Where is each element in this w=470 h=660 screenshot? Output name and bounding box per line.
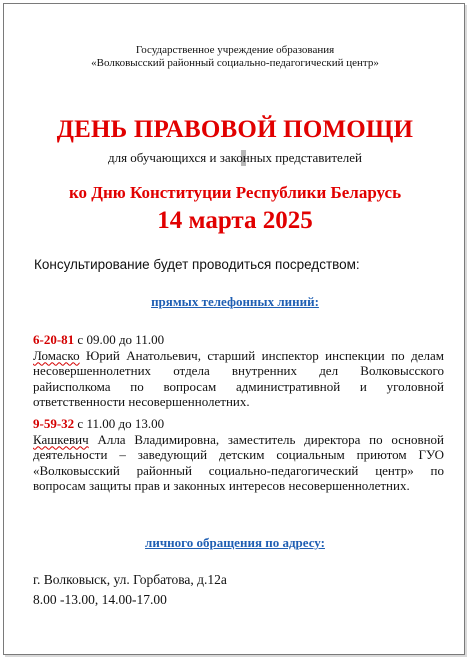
constitution-day-heading: ко Дню Конституции Республики Беларусь bbox=[68, 183, 402, 202]
contact-surname-1: Ломаско bbox=[33, 347, 80, 363]
contact-phone-1: 6-20-81 bbox=[33, 332, 75, 347]
contact-block-2 bbox=[33, 416, 444, 494]
event-date: 14 марта 2025 bbox=[157, 207, 313, 234]
contact-phone-2: 9-59-32 bbox=[33, 416, 75, 431]
contact-description-1: Юрий Анатольевич, старший инспектор инспекции по делам несовершеннолетних отдела внутренних дел Волковысского райисполкома по вопросам административной и уголовной ответственности несовершеннолетних. bbox=[33, 347, 444, 410]
contact-hours-2: с 11.00 до 13.00 bbox=[74, 416, 165, 431]
page-title: ДЕНЬ ПРАВОВОЙ ПОМОЩИ bbox=[56, 116, 414, 143]
address-text: г. Волковыск, ул. Горбатова, д.12а bbox=[33, 572, 227, 587]
intro-text: Консультирование будет проводиться посредством: bbox=[34, 257, 360, 272]
org-name-line1: Государственное учреждение образования bbox=[135, 44, 335, 56]
contact-hours-1: с 09.00 до 11.00 bbox=[74, 332, 165, 347]
contact-surname-2: Кашкевич bbox=[33, 431, 89, 447]
document-page bbox=[3, 3, 465, 655]
section-address: личного обращения по адресу: bbox=[145, 535, 325, 550]
page-subtitle: для обучающихся и законных представителей bbox=[107, 150, 363, 165]
section-phone-lines: прямых телефонных линий: bbox=[151, 294, 319, 309]
contact-block-1 bbox=[33, 332, 444, 410]
contact-description-2: Алла Владимировна, заместитель директора по основной деятельности – заведующий детским социальным приютом ГУО «Волковысский районный социально-педагогический центр» по вопросам защиты прав и законных интересов несовершеннолетних. bbox=[33, 431, 444, 494]
schedule-text: 8.00 -13.00, 14.00-17.00 bbox=[33, 592, 167, 607]
org-name-line2: «Волковысский районный социально-педагогический центр» bbox=[91, 57, 379, 69]
